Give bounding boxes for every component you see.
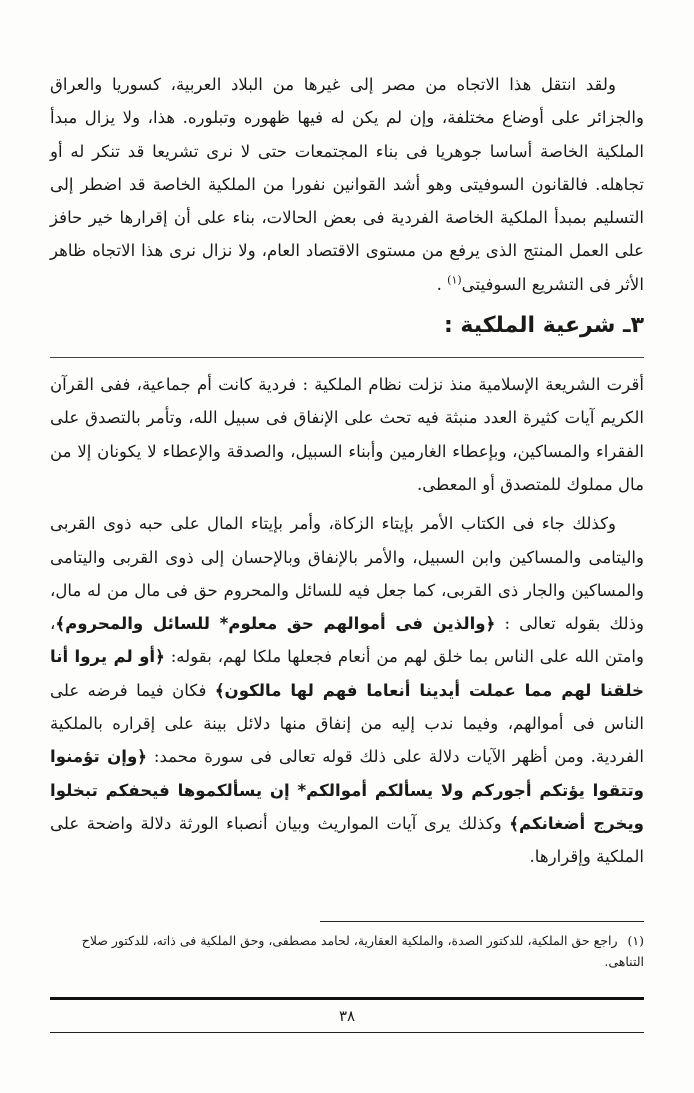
paragraph-1 bbox=[50, 68, 644, 301]
page-number-bottom-rule bbox=[50, 1032, 644, 1033]
quran-verse-3: ﴿وإن تؤمنوا وتتقوا يؤتكم أجوركم ولا يسألكم أموالكم* إن يسألكموها فيحفكم تبخلوا ويخرج أضغانكم﴾ bbox=[50, 747, 644, 833]
page-number: ٣٨ bbox=[338, 1007, 356, 1025]
quran-verse-2: ﴿أو لم يروا أنا خلقنا لهم مما عملت أيدينا أنعاما فهم لها مالكون﴾ bbox=[50, 647, 644, 700]
paragraph-3-text-a: وكذلك جاء فى الكتاب الأمر بإيتاء الزكاة، وأمر بإيتاء المال على حبه ذوى القربى واليتامى والمساكين وابن السبيل، والأمر بالإنفاق وبالإحسان إلى ذوى القربى واليتامى والمساكين والجار ذى القربى، كما جعل فيه للسائل والمحروم حق فى مال من له مال، وذلك بقوله تعالى : bbox=[50, 514, 644, 634]
footnote-number: (١) bbox=[627, 933, 644, 948]
paragraph-2: أقرت الشريعة الإسلامية منذ نزلت نظام الملكية : فردية كانت أم جماعية، ففى القرآن الكريم آيات كثيرة العدد منبثة فيه تحث على الإنفاق فى سبيل الله، وتأمر بالتصدق على الفقراء والمساكين، وبإعطاء الغارمين وأبناء السبيل، والصدقة والإعطاء لا يكونان إلا من مال مملوك للمتصدق أو المعطى. bbox=[50, 375, 644, 494]
footnote bbox=[50, 930, 644, 972]
section-heading: ٣ـ شرعية الملكية : bbox=[443, 313, 644, 339]
paragraph-1-end: . bbox=[436, 274, 448, 294]
paragraph-3-text-d: وكذلك يرى آيات المواريث وبيان أنصباء الورثة دلالة واضحة على الملكية وإقرارها. bbox=[50, 813, 644, 867]
footnote-divider bbox=[320, 921, 644, 922]
paragraph-3 bbox=[50, 507, 644, 873]
page-body bbox=[50, 68, 644, 874]
footnote-text: راجع حق الملكية، للدكتور الصدة، والملكية العقارية، لحامد مصطفى، وحق الملكية فى ذاته، للدكتور صلاح التناهى. bbox=[81, 933, 644, 969]
paragraph-3-text-b: ، وامتن الله على الناس بما خلق لهم من أنعام فجعلها ملكا لهم، بقوله: bbox=[50, 614, 644, 667]
heading-divider bbox=[50, 357, 644, 358]
page-number-top-rule bbox=[50, 997, 644, 1000]
footnote-reference: (١) bbox=[447, 273, 462, 287]
paragraph-1-text: ولقد انتقل هذا الاتجاه من مصر إلى غيرها من البلاد العربية، كسوريا والعراق والجزائر على أوضاع مختلفة، وإن لم يكن له فيها ظهوره وتبلوره. هذا، ولا يزال مبدأ الملكية الخاصة أساسا جوهريا فى بناء المجتمعات حتى لا نرى تشريعا قد تنكر له أو تجاهله. فالقانون السوفيتى وهو أشد القوانين نفورا من الملكية الخاصة قد اضطر إلى التسليم بمبدأ الملكية الخاصة الفردية فى بعض الحالات، بناء على أن إقرارها خير حافز على العمل المنتج الذى يرفع من مستوى الاقتصاد العام، ولا نزال نرى هذا الاتجاه ظاهر الأثر فى التشريع السوفيتى bbox=[50, 75, 644, 294]
quran-verse-1: ﴿والذين فى أموالهم حق معلوم* للسائل والمحروم﴾ bbox=[55, 614, 496, 634]
paragraph-3-text-c: فكان فيما فرضه على الناس فى أموالهم، وفيما ندب إليه من إنفاق منها دلائل بينة على إقراره بالملكية الفردية. ومن أظهر الآيات دلالة على ذلك قوله تعالى فى سورة محمد: bbox=[50, 680, 644, 767]
